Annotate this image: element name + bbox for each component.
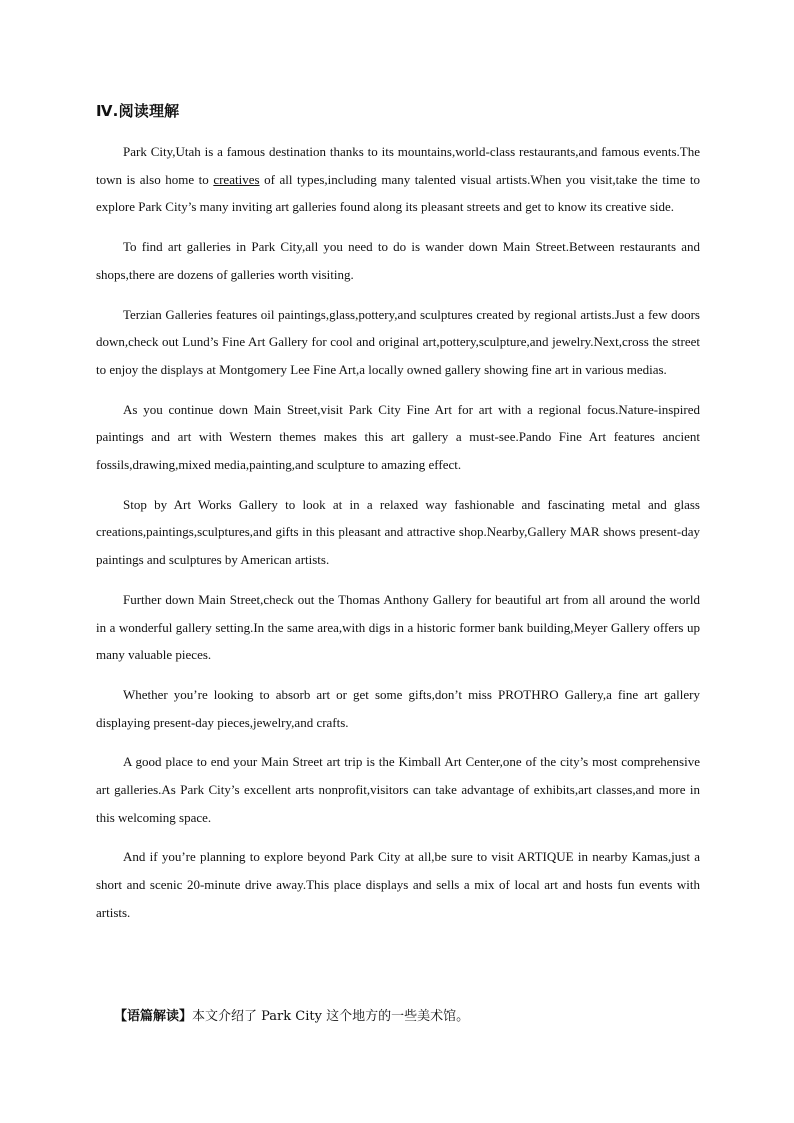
summary-text: 本文介绍了 Park City 这个地方的一些美术馆。 (192, 1009, 470, 1024)
paragraph-9: And if you’re planning to explore beyond Park City at all,be sure to visit ARTIQUE in nearby Kamas,just a short and scenic 20-minute drive away.This place displays and sells a mix of local art and hosts fun events with artists. (96, 849, 700, 920)
section-heading: Ⅳ.阅读理解 (96, 102, 180, 120)
paragraph-1-text-before: Park City,Utah is a famous destination thanks to its mountains,world-class restaurants,and famous events.The town is also home to (96, 144, 700, 187)
paragraph-8: A good place to end your Main Street art trip is the Kimball Art Center,one of the city’s most comprehensive art galleries.As Park City’s excellent arts nonprofit,visitors can take advantage of exhibits,art classes,and more in this welcoming space. (96, 754, 700, 825)
passage-summary (114, 1005, 469, 1024)
paragraph-1 (96, 138, 700, 221)
underlined-word-creatives: creatives (213, 171, 260, 187)
paragraph-2: To find art galleries in Park City,all you need to do is wander down Main Street.Between restaurants and shops,there are dozens of galleries worth visiting. (96, 239, 700, 282)
summary-label: 【语篇解读】 (114, 1009, 193, 1024)
paragraph-3: Terzian Galleries features oil paintings,glass,pottery,and sculptures created by regional artists.Just a few doors down,check out Lund’s Fine Art Gallery for cool and original art,pottery,sculpture,and jewelry.Next,cross the street to enjoy the displays at Montgomery Lee Fine Art,a locally owned gallery showing fine art in various medias. (96, 306, 700, 377)
paragraph-5: Stop by Art Works Gallery to look at in a relaxed way fashionable and fascinating metal and glass creations,paintings,sculptures,and gifts in this pleasant and attractive shop.Nearby,Gallery MAR shows present-day paintings and sculptures by American artists. (96, 496, 700, 568)
reading-passage (96, 138, 700, 939)
paragraph-4: As you continue down Main Street,visit Park City Fine Art for art with a regional focus.Nature-inspired paintings and art with Western themes makes this art gallery a must-see.Pando Fine Art features ancient fossils,drawing,mixed media,painting,and sculpture to amazing effect. (96, 401, 700, 473)
paragraph-6: Further down Main Street,check out the Thomas Anthony Gallery for beautiful art from all around the world in a wonderful gallery setting.In the same area,with digs in a historic former bank building,Meyer Gallery offers up many valuable pieces. (96, 591, 700, 663)
paragraph-1-text-after: of all types,including many talented visual artists.When you visit,take the time to explore Park City’s many inviting art galleries found along its pleasant streets and get to know its creative side. (96, 171, 700, 215)
paragraph-7: Whether you’re looking to absorb art or get some gifts,don’t miss PROTHRO Gallery,a fine art gallery displaying present-day pieces,jewelry,and crafts. (96, 686, 700, 730)
